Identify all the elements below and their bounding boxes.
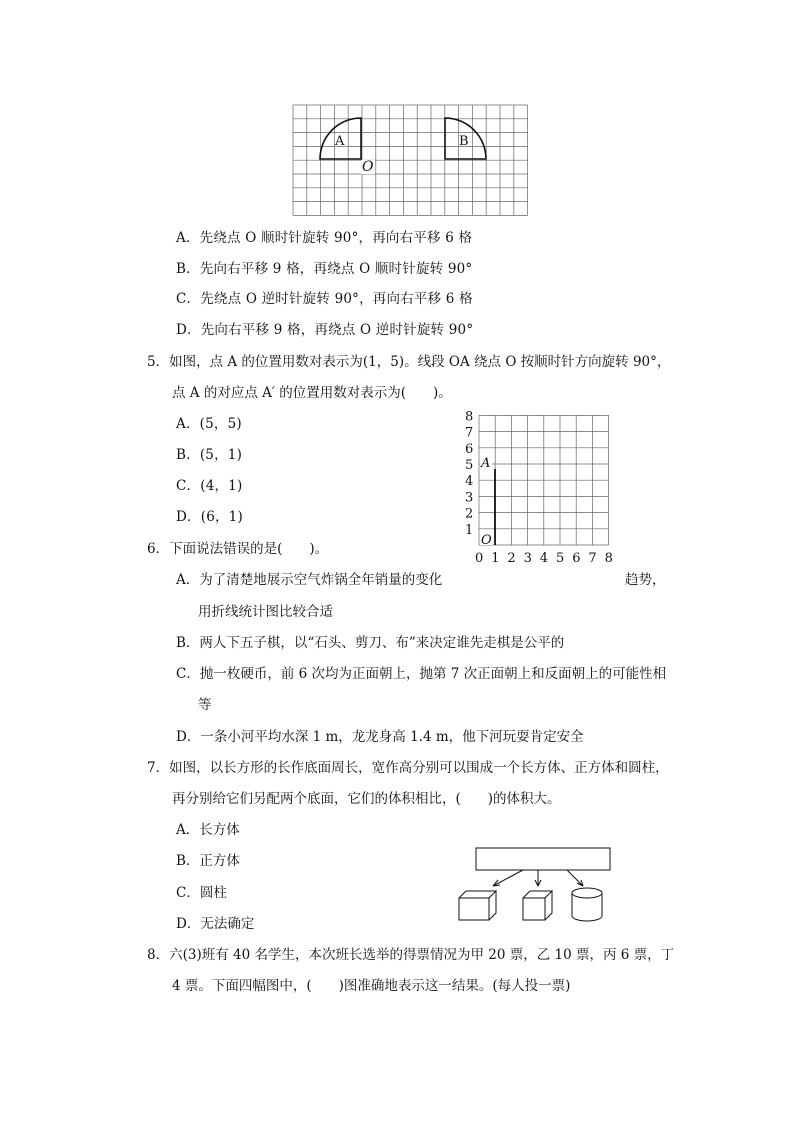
q5-option-d: D．(6，1)	[176, 509, 243, 525]
cube-shape	[523, 891, 552, 920]
x-tick-label: 3	[523, 551, 532, 566]
q6-option-a-part2: 趋势，	[625, 572, 666, 588]
cylinder-shape	[572, 888, 602, 921]
q6-option-d: D．一条小河平均水深 1 m，龙龙身高 1.4 m，他下河玩耍肯定安全	[176, 729, 584, 745]
q8-stem-line1: 8．六(3)班有 40 名学生，本次班长选举的得票情况为甲 20 票，乙 10 票，丙 6 票，丁	[147, 947, 675, 963]
y-tick-label: 2	[465, 506, 474, 522]
q6-option-a-part1: A．为了清楚地展示空气炸锅全年销量的变化	[176, 572, 443, 588]
x-tick-label: 4	[539, 551, 549, 566]
point-o-label: O	[481, 533, 492, 548]
y-tick-label: 1	[465, 522, 474, 538]
q5-option-a: A．(5，5)	[176, 416, 242, 432]
q4-grid-figure	[292, 104, 530, 216]
q7-stem-line1: 7．如图，以长方形的长作底面周长，宽作高分别可以围成一个长方体、正方体和圆柱，	[147, 760, 669, 776]
q5-stem-line1: 5．如图，点 A 的位置用数对表示为(1，5)。线段 OA 绕点 O 按顺时针方向旋转 90°，	[147, 354, 671, 370]
point-a-label: A	[481, 456, 491, 471]
q7-option-d: D．无法确定	[176, 916, 255, 932]
y-tick-label: 8	[465, 410, 474, 425]
x-tick-label: 5	[556, 551, 565, 566]
q6-option-c-line2: 等	[198, 697, 212, 713]
rectangle-sheet	[476, 848, 610, 870]
cuboid-shape	[459, 891, 496, 920]
point-o-label: O	[362, 159, 374, 175]
y-tick-label: 6	[465, 441, 474, 457]
y-tick-label: 3	[465, 490, 474, 506]
q4-option-c: C．先绕点 O 逆时针旋转 90°，再向右平移 6 格	[176, 291, 473, 307]
x-tick-label: 7	[588, 551, 597, 566]
x-tick-label: 1	[491, 551, 500, 566]
x-tick-label: 0	[475, 551, 484, 566]
q7-stem-line2: 再分别给它们另配两个底面，它们的体积相比，( )的体积大。	[172, 791, 561, 807]
q7-option-b: B．正方体	[176, 853, 240, 869]
y-tick-label: 7	[465, 425, 474, 441]
q7-solids-diagram	[455, 844, 615, 924]
q6-stem: 6．下面说法错误的是( )。	[147, 541, 329, 557]
q6-option-b: B．两人下五子棋，以“石头、剪刀、布”来决定谁先走棋是公平的	[176, 635, 565, 651]
y-tick-label: 4	[465, 474, 474, 490]
shape-b-label: B	[459, 134, 469, 149]
y-tick-label: 5	[465, 458, 474, 473]
q8-stem-line2: 4 票。下面四幅图中，( )图准确地表示这一结果。(每人投一票)	[172, 978, 571, 994]
q5-stem-line2: 点 A 的对应点 A′ 的位置用数对表示为( )。	[172, 385, 452, 401]
shape-a-label: A	[335, 134, 345, 149]
q5-option-c: C．(4，1)	[176, 478, 243, 494]
q6-option-c-line1: C．抛一枚硬币，前 6 次均为正面朝上，抛第 7 次正面朝上和反面朝上的可能性相	[176, 666, 667, 682]
q4-option-a: A．先绕点 O 顺时针旋转 90°，再向右平移 6 格	[176, 230, 473, 246]
q4-option-b: B．先向右平移 9 格，再绕点 O 顺时针旋转 90°	[176, 261, 473, 277]
x-tick-label: 2	[507, 551, 516, 566]
x-tick-label: 8	[604, 551, 613, 566]
q5-option-b: B．(5，1)	[176, 447, 243, 463]
q5-coordinate-grid	[462, 410, 622, 568]
q6-option-a-line2: 用折线统计图比较合适	[198, 604, 333, 620]
x-tick-label: 6	[572, 551, 581, 566]
q7-option-c: C．圆柱	[176, 885, 227, 901]
q7-option-a: A．长方体	[176, 822, 240, 838]
q4-option-d: D．先向右平移 9 格，再绕点 O 逆时针旋转 90°	[176, 322, 474, 338]
